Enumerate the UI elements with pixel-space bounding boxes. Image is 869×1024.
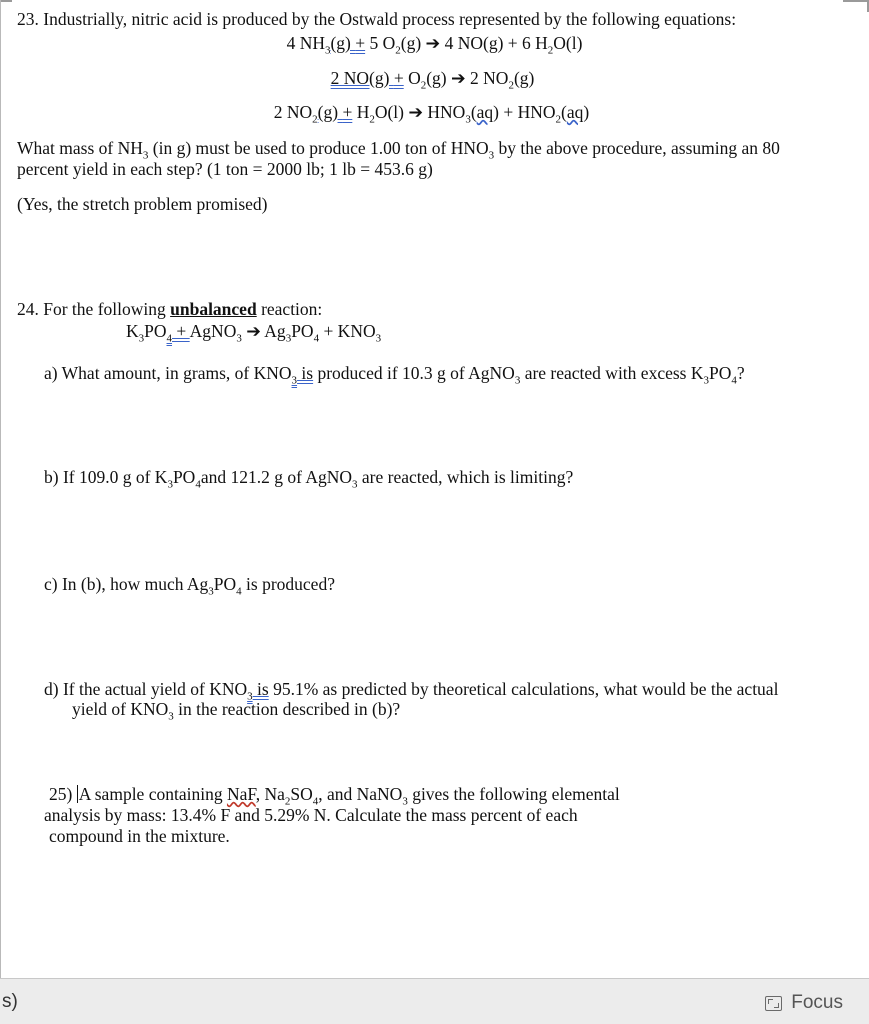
q24-intro: 24. For the following unbalanced reaction: (17, 299, 323, 319)
q24-part-c: c) In (b), how much $Ag_3PO_4$ is produced? (44, 574, 335, 598)
q24-part-a: a) What amount, in grams, of $KNO_3$ is produced if 10.3 g of AgNO$_3$ are reacted with excess $K_3PO_4$? (44, 363, 745, 387)
footer-truncated-label: s) (2, 991, 18, 1012)
q25-line-1[interactable]: 25) A sample containing NaF, $Na_2SO_4$, and NaNO$_3$ gives the following elemental (49, 784, 620, 808)
expand-icon (765, 996, 782, 1011)
editor-footer-bar (0, 978, 869, 1024)
focus-label: Focus (791, 992, 843, 1013)
page-corner-mark (843, 0, 869, 2)
q24-part-d: d) If the actual yield of $KNO_3$ is 95.1% as predicted by theoretical calculations, what would be the actual (44, 679, 779, 703)
q24-part-d-line-2: yield of $KNO_3$ in the reaction described in (b)? (72, 699, 401, 723)
q23-question-line-2: percent yield in each step? (1 ton = 2000 lb; 1 lb = 453.6 g) (17, 159, 433, 179)
q24-part-b: b) If 109.0 g of $K_3PO_4and$ 121.2 g of AgNO$_3$ are reacted, which is limiting? (44, 467, 574, 491)
q24-equation: $K_3PO_4$ + AgNO$_3$ ➔ $Ag_3PO_4 + KNO_3$ (126, 321, 382, 345)
q23-question-line-1: What mass of $NH_3$ (in g) must be used to produce 1.00 ton of $HNO_3$ by the above procedure, assuming an 80 (17, 138, 780, 162)
q23-intro: 23. Industrially, nitric acid is produced by the Ostwald process represented by the following equations: (17, 9, 737, 29)
q23-equation-3: 2 $NO_2(g) + H_2O(l)$ ➔ $HNO_3(aq) + HNO_2(aq)$ (273, 102, 590, 126)
page-edge (0, 0, 1, 978)
q23-equation-1: 4 $NH_3(g) + 5$ $O_2(g)$ ➔ 4 NO(g) + 6 $H_2O(l)$ (286, 33, 583, 57)
q25-line-3: compound in the mixture. (49, 826, 230, 846)
q25-line-2: analysis by mass: 13.4% F and 5.29% N. Calculate the mass percent of each (44, 805, 578, 825)
q23-note: (Yes, the stretch problem promised) (17, 194, 268, 214)
text-cursor (77, 785, 78, 803)
focus-button[interactable] (765, 991, 843, 1015)
q23-equation-2: 2 $NO(g) + O_2(g)$ ➔ 2 $NO_2(g)$ (330, 68, 535, 92)
page-corner-mark (0, 0, 12, 2)
